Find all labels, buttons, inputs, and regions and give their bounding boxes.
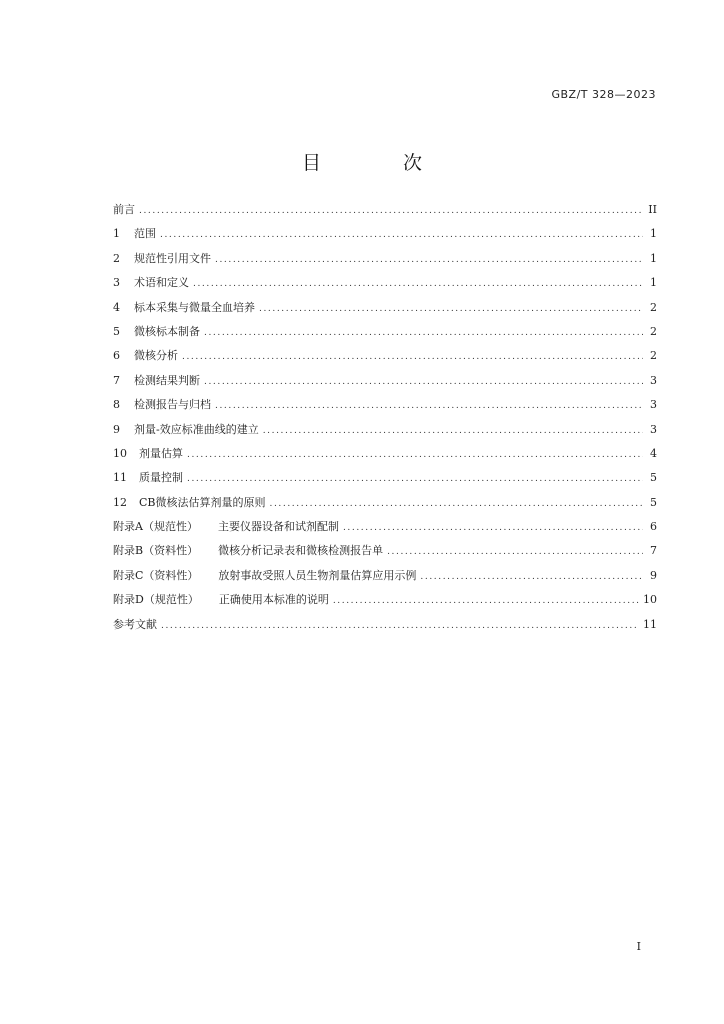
toc-entry[interactable] [113,320,657,344]
toc-entry[interactable] [113,539,657,563]
toc-dot-leader [160,223,643,247]
toc-entry[interactable] [113,247,657,271]
toc-dot-leader [187,467,643,491]
toc-entry-number: 2 [113,251,120,265]
toc-entry[interactable] [113,466,657,490]
toc-entry-label: 术语和定义 [134,276,189,290]
document-code: GBZ/T 328—2023 [551,88,656,101]
toc-entry-number: 附录B（资料性） [113,544,199,558]
toc-entry-number: 12 [113,495,127,509]
toc-entry[interactable] [113,393,657,417]
toc-entry-label: 检测报告与归档 [134,398,211,412]
toc-entry-number: 8 [113,398,120,412]
toc-entry-page: 1 [650,251,657,265]
toc-entry-page: 3 [650,422,657,436]
toc-entry[interactable] [113,564,657,588]
toc-dot-leader [204,321,643,345]
toc-entry[interactable] [113,613,657,637]
toc-entry-page: 3 [650,373,657,387]
toc-entry[interactable] [113,515,657,539]
toc-entry-page: 6 [650,520,657,534]
toc-entry-page: 2 [650,324,657,338]
toc-entry-number: 附录C（资料性） [113,568,199,582]
toc-entry-page: 5 [650,495,657,509]
toc-entry-number: 10 [113,446,127,460]
toc-entry-label: 微核分析记录表和微核检测报告单 [218,544,384,558]
toc-entry[interactable] [113,271,657,295]
toc-dot-leader [139,199,643,223]
toc-dot-leader [193,272,643,296]
toc-dot-leader [215,248,643,272]
toc-dot-leader [182,345,643,369]
toc-entry-label: 参考文献 [113,617,157,631]
toc-entry-label: 质量控制 [139,471,183,485]
toc-entry[interactable] [113,222,657,246]
toc-entry-page: 11 [643,617,657,631]
toc-dot-leader [204,370,643,394]
toc-entry[interactable] [113,344,657,368]
toc-entry[interactable] [113,296,657,320]
toc-entry-label: 标本采集与微量全血培养 [134,300,255,314]
toc-entry-page: 2 [650,349,657,363]
toc-entry-number: 附录A（规范性） [113,520,198,534]
page-title: 目 次 [301,152,461,174]
toc-entry[interactable] [113,588,657,612]
table-of-contents [113,198,657,637]
toc-dot-leader [270,492,644,516]
toc-entry[interactable] [113,442,657,466]
toc-entry[interactable] [113,418,657,442]
toc-dot-leader [259,297,643,321]
toc-entry-label: 剂量估算 [139,446,183,460]
toc-entry-number: 1 [113,227,120,241]
page-number: I [636,940,641,953]
toc-entry-page: II [648,203,657,216]
toc-dot-leader [387,540,643,564]
toc-dot-leader [263,419,643,443]
toc-dot-leader [215,394,643,418]
toc-entry-label: 检测结果判断 [134,373,200,387]
toc-entry-page: 5 [650,471,657,485]
toc-entry-number: 7 [113,373,120,387]
toc-dot-leader [333,589,639,613]
toc-entry-label: 微核标本制备 [134,324,200,338]
toc-entry-label: CB微核法估算剂量的原则 [139,495,266,509]
toc-entry-label: 微核分析 [134,349,178,363]
toc-entry-page: 7 [650,544,657,558]
toc-entry-page: 10 [643,593,657,607]
toc-entry-label: 前言 [113,203,135,216]
toc-entry[interactable] [113,369,657,393]
toc-entry-label: 剂量-效应标准曲线的建立 [134,422,259,436]
toc-entry-number: 6 [113,349,120,363]
toc-entry-label: 主要仪器设备和试剂配制 [217,520,339,534]
toc-entry-label: 正确使用本标准的说明 [218,593,329,607]
toc-entry-number: 5 [113,324,120,338]
toc-entry-page: 2 [650,300,657,314]
toc-entry-number: 9 [113,422,120,436]
toc-dot-leader [187,443,643,467]
toc-entry-page: 4 [650,446,657,460]
toc-entry-page: 1 [650,227,657,241]
toc-entry-label: 规范性引用文件 [134,251,211,265]
toc-dot-leader [420,565,643,589]
toc-dot-leader [343,516,643,540]
toc-entry-page: 3 [650,398,657,412]
toc-entry-label: 放射事故受照人员生物剂量估算应用示例 [218,568,417,582]
toc-entry-number: 附录D（规范性） [113,593,199,607]
toc-entry-number: 4 [113,300,120,314]
toc-entry-label: 范围 [134,227,156,241]
toc-entry[interactable] [113,198,657,222]
toc-entry-page: 1 [650,276,657,290]
toc-entry[interactable] [113,491,657,515]
toc-entry-number: 3 [113,276,120,290]
toc-dot-leader [161,614,639,638]
toc-entry-page: 9 [650,568,657,582]
toc-entry-number: 11 [113,471,127,485]
